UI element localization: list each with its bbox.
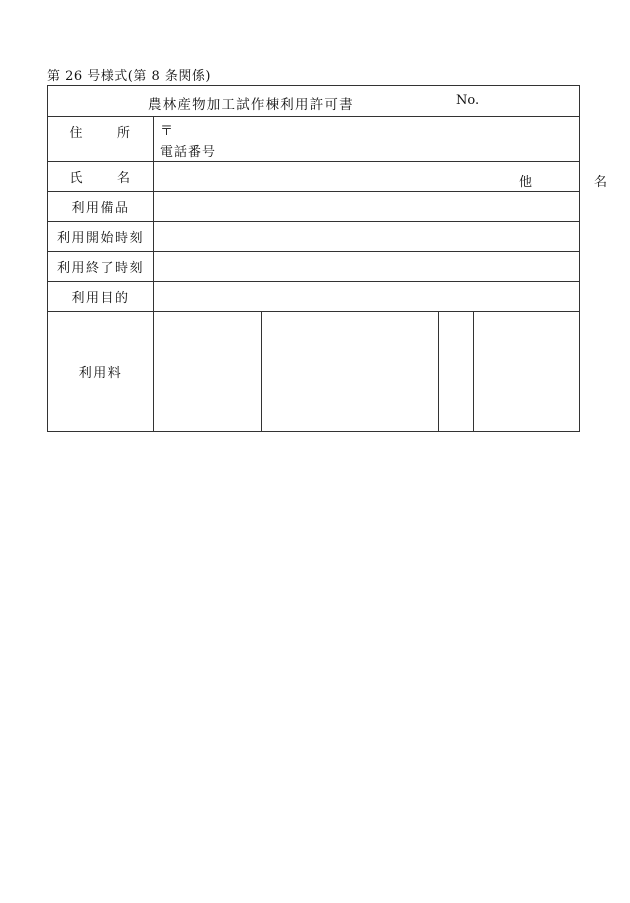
fee-cell-3[interactable] <box>438 312 473 431</box>
name-label-left: 氏 <box>69 171 85 186</box>
form-title: 農林産物加工試作棟利用許可書 <box>148 97 354 113</box>
fee-cell-1[interactable] <box>154 312 261 431</box>
start-time-field[interactable] <box>154 222 579 251</box>
form-number: 第 26 号様式(第 8 条関係) <box>47 69 211 84</box>
fee-cell-2[interactable] <box>261 312 438 431</box>
name-row <box>48 162 607 192</box>
purpose-field[interactable] <box>154 282 579 311</box>
address-label-cell <box>48 117 154 161</box>
name-label-cell <box>48 162 154 191</box>
other-label-left: 他 <box>519 175 533 190</box>
start-time-label: 利用開始時刻 <box>48 222 154 251</box>
other-persons-label <box>519 171 607 190</box>
fee-row <box>48 312 579 431</box>
fee-cells <box>154 312 579 431</box>
address-row <box>48 117 579 162</box>
equipment-field[interactable] <box>154 192 579 221</box>
equipment-row <box>48 192 579 222</box>
other-label-right: 名 <box>593 175 607 190</box>
end-time-field[interactable] <box>154 252 579 281</box>
purpose-label: 利用目的 <box>48 282 154 311</box>
name-field[interactable] <box>154 162 607 191</box>
postal-mark: 〒 <box>160 124 174 139</box>
name-label <box>70 167 132 186</box>
fee-label: 利用料 <box>48 312 154 431</box>
address-label-left: 住 <box>69 126 85 141</box>
address-label-right: 所 <box>116 126 132 141</box>
end-time-row <box>48 252 579 282</box>
permit-form-table <box>47 85 607 432</box>
title-row <box>48 86 579 117</box>
phone-label: 電話番号 <box>160 145 217 160</box>
name-label-right: 名 <box>116 171 132 186</box>
end-time-label: 利用終了時刻 <box>48 252 154 281</box>
number-label: No. <box>456 93 480 108</box>
equipment-label: 利用備品 <box>48 192 154 221</box>
fee-cell-4[interactable] <box>473 312 579 431</box>
start-time-row <box>48 222 579 252</box>
purpose-row <box>48 282 579 312</box>
address-field[interactable] <box>154 117 579 161</box>
address-label <box>70 122 132 141</box>
